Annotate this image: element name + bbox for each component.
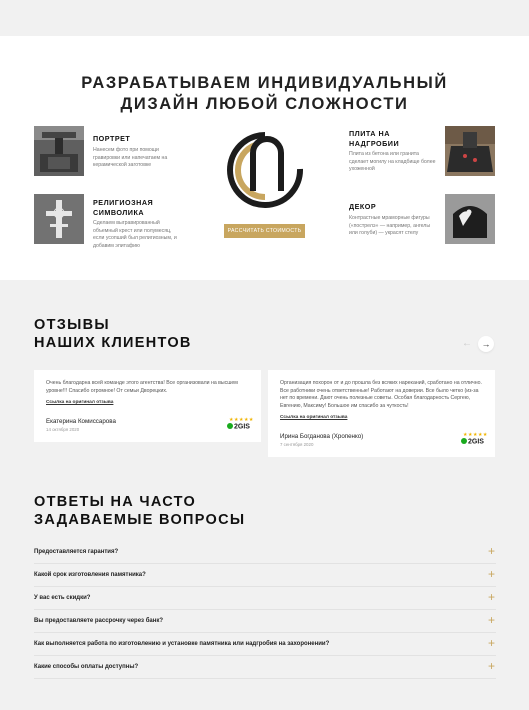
expand-plus-icon[interactable]: + bbox=[487, 590, 495, 604]
review-date: 7 сентября 2020 bbox=[280, 442, 314, 447]
faq-item[interactable] bbox=[34, 610, 496, 633]
faq-item[interactable] bbox=[34, 541, 496, 564]
faq-question: Как выполняется работа по изготовлению и установке памятника или надгробия на захоронении? bbox=[34, 641, 330, 647]
feature-description: Сделаем выгравированный объемный крест или полумесяц, если усопший был религиозным, и добавим эпитафию bbox=[93, 220, 177, 249]
faq-title: ОТВЕТЫ НА ЧАСТО ЗАДАВАЕМЫЕ ВОПРОСЫ bbox=[34, 494, 246, 528]
faq-item[interactable] bbox=[34, 587, 496, 610]
review-card bbox=[34, 370, 261, 442]
faq-question: Вы предоставляете рассрочку через банк? bbox=[34, 618, 164, 624]
company-logo-icon bbox=[225, 131, 305, 209]
top-strip bbox=[0, 0, 529, 36]
design-section bbox=[0, 36, 529, 280]
cross-engraving-image bbox=[34, 194, 84, 244]
feature-portrait bbox=[34, 126, 184, 182]
reviews-title: ОТЗЫВЫ НАШИХ КЛИЕНТОВ bbox=[34, 317, 192, 351]
faq-item[interactable] bbox=[34, 633, 496, 656]
review-date: 14 октября 2020 bbox=[46, 427, 80, 432]
reviews-prev-arrow-icon[interactable]: ← bbox=[462, 338, 472, 349]
twogis-badge: 2GIS bbox=[227, 423, 250, 431]
review-text: Очень благодарна всей команде этого агентства! Все организовали на высшем уровне!!! Спасибо огромное! От семьи Дворецких. bbox=[46, 380, 238, 394]
faq-item[interactable] bbox=[34, 656, 496, 679]
review-original-link[interactable]: Ссылка на оригинал отзыва bbox=[280, 415, 348, 420]
review-author: Екатерина Комиссарова bbox=[46, 418, 116, 425]
feature-title: РЕЛИГИОЗНАЯ СИМВОЛИКА bbox=[93, 198, 154, 217]
review-text: Организация похорон от и до прошла без всяких нареканий, сработано на отлично. Все работники очень ответственные! Работают на доверии. Все было четко (из-за нет по времени. Дают очень полезные советы. Особая благодарность Сергею, Евгению, Максиму! Большое им спасибо за чуткость! bbox=[280, 380, 482, 409]
faq-question: Какие способы оплаты доступны? bbox=[34, 664, 139, 670]
slab-image bbox=[445, 126, 495, 176]
faq-question: Предоставляется гарантия? bbox=[34, 549, 119, 555]
angel-monument-image bbox=[445, 194, 495, 244]
feature-description: Плита из бетона или гранита сделает могилу на кладбище более ухоженной bbox=[349, 151, 436, 172]
faq-question: Какой срок изготовления памятника? bbox=[34, 572, 146, 578]
faq-list bbox=[34, 541, 496, 679]
faq-item[interactable] bbox=[34, 564, 496, 587]
expand-plus-icon[interactable]: + bbox=[487, 636, 495, 650]
review-author: Ирина Богданова (Хропенко) bbox=[280, 433, 364, 440]
review-original-link[interactable]: Ссылка на оригинал отзыва bbox=[46, 400, 114, 405]
feature-title: ПЛИТА НА НАДГРОБИИ bbox=[349, 129, 400, 148]
design-title: РАЗРАБАТЫВАЕМ ИНДИВИДУАЛЬНЫЙ ДИЗАЙН ЛЮБОЙ СЛОЖНОСТИ bbox=[81, 74, 448, 113]
expand-plus-icon[interactable]: + bbox=[487, 567, 495, 581]
reviews-next-arrow-icon[interactable]: → bbox=[478, 336, 494, 352]
feature-religious bbox=[34, 194, 184, 256]
calculate-cost-button[interactable]: РАССЧИТАТЬ СТОИМОСТЬ bbox=[224, 224, 305, 238]
faq-question: У вас есть скидки? bbox=[34, 595, 91, 601]
expand-plus-icon[interactable]: + bbox=[487, 544, 495, 558]
feature-decor bbox=[348, 194, 496, 256]
expand-plus-icon[interactable]: + bbox=[487, 613, 495, 627]
feature-description: Контрастные мраморные фигуры («пострелэ» — например, ангелы или голуби) — украсят стелу bbox=[349, 215, 431, 236]
rating-stars: ★★★★★ bbox=[463, 432, 488, 438]
portrait-engraving-image bbox=[34, 126, 84, 176]
expand-plus-icon[interactable]: + bbox=[487, 659, 495, 673]
feature-description: Нанесем фото при помощи гравировки или напечатаем на керамической заготовке bbox=[93, 147, 168, 168]
feature-title: ДЕКОР bbox=[349, 202, 377, 211]
twogis-dot-icon bbox=[227, 423, 233, 429]
review-card bbox=[268, 370, 495, 457]
twogis-badge: 2GIS bbox=[461, 438, 484, 446]
feature-title: ПОРТРЕТ bbox=[93, 134, 131, 143]
feature-slab bbox=[348, 126, 496, 182]
rating-stars: ★★★★★ bbox=[229, 417, 254, 423]
twogis-dot-icon bbox=[461, 438, 467, 444]
